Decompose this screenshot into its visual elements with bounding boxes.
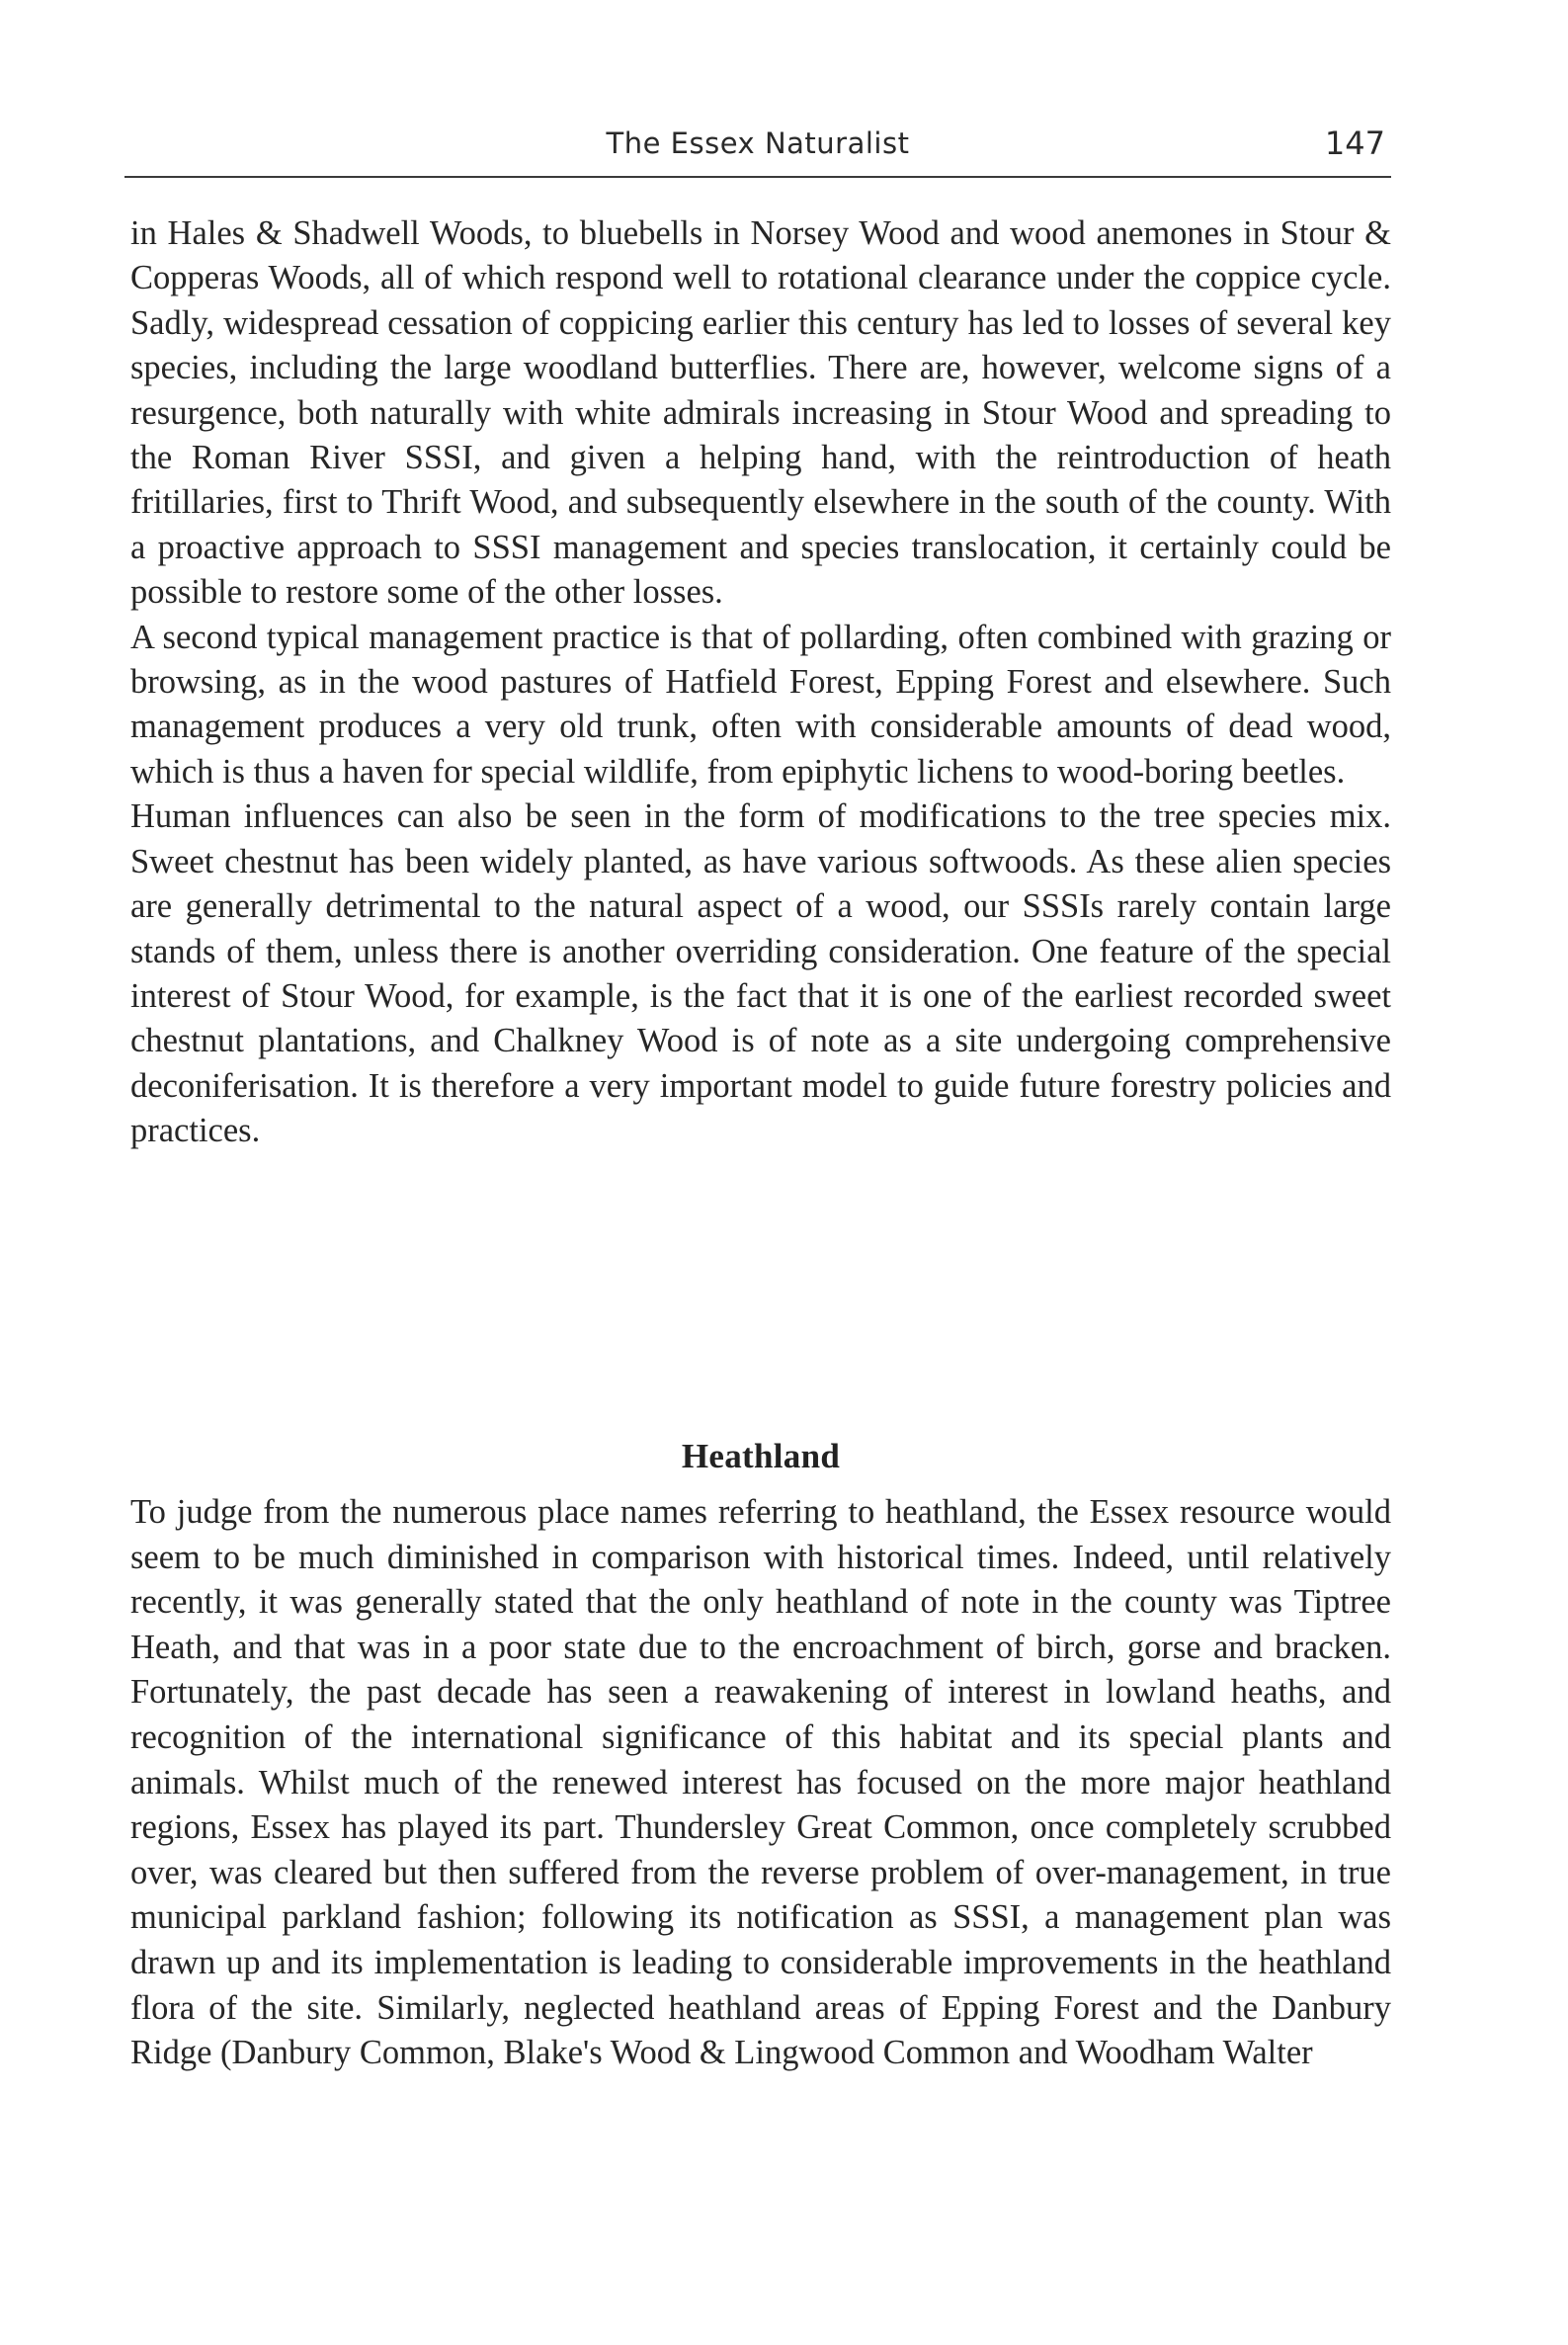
running-header [124,121,1391,178]
woodland-text-block [130,211,1391,1154]
paragraph-human-influences: Human influences can also be seen in the form of modifications to the tree species mix. Sweet chestnut has been widely planted, as have various softwoods. As these alien species are generally detrimental to the natural aspect of a wood, our SSSIs rarely contain large stands of them, unless there is another overriding consideration. One feature of the special interest of Stour Wood, for example, is the fact that it is one of the earliest recorded sweet chestnut plantations, and Chalkney Wood is of note as a site undergoing comprehensive deconiferisation. It is therefore a very important model to guide future forestry policies and practices. [130,797,1391,1150]
section-heading-heathland: Heathland [681,1437,841,1475]
paragraph-pollarding: A second typical management practice is that of pollarding, often combined with grazing or browsing, as in the wood pastures of Hatfield Forest, Epping Forest and elsewhere. Such management produces a very old trunk, often with considerable amounts of dead wood, which is thus a haven for special wildlife, from epiphytic lichens to wood-boring beetles. [130,618,1391,791]
paragraph-coppicing: in Hales & Shadwell Woods, to bluebells in Norsey Wood and wood anemones in Stour & Copperas Woods, all of which respond well to rotational clearance under the coppice cycle. Sadly, widespread cessation of coppicing earlier this century has led to losses of several key species, including the large woodland butterflies. There are, however, welcome signs of a resurgence, both naturally with white admirals increasing in Stour Wood and spreading to the Roman River SSSI, and given a helping hand, with the reintroduction of heath fritillaries, first to Thrift Wood, and subsequently elsewhere in the south of the county. With a proactive approach to SSSI management and species translocation, it certainly could be possible to restore some of the other losses. [130,214,1391,612]
paragraph-heathland: To judge from the numerous place names referring to heathland, the Essex resource would seem to be much diminished in comparison with historical times. Indeed, until relatively recently, it was generally stated that the only heathland of note in the county was Tiptree Heath, and that was in a poor state due to the encroachment of birch, gorse and bracken. Fortunately, the past decade has seen a reawakening of interest in lowland heaths, and recognition of the international significance of this habitat and its special plants and animals. Whilst much of the renewed interest has focused on the more major heathland regions, Essex has played its part. Thundersley Great Common, once completely scrubbed over, was cleared but then suffered from the reverse problem of over-management, in true municipal parkland fashion; following its notification as SSSI, a management plan was drawn up and its implementation is leading to considerable improvements in the heathland flora of the site. Similarly, neglected heathland areas of Epping Forest and the Danbury Ridge (Danbury Common, Blake's Wood & Lingwood Common and Woodham Walter [130,1493,1391,2072]
heathland-text-block [130,1490,1391,2076]
page-number: 147 [1324,125,1385,162]
journal-title: The Essex Naturalist [606,126,910,160]
